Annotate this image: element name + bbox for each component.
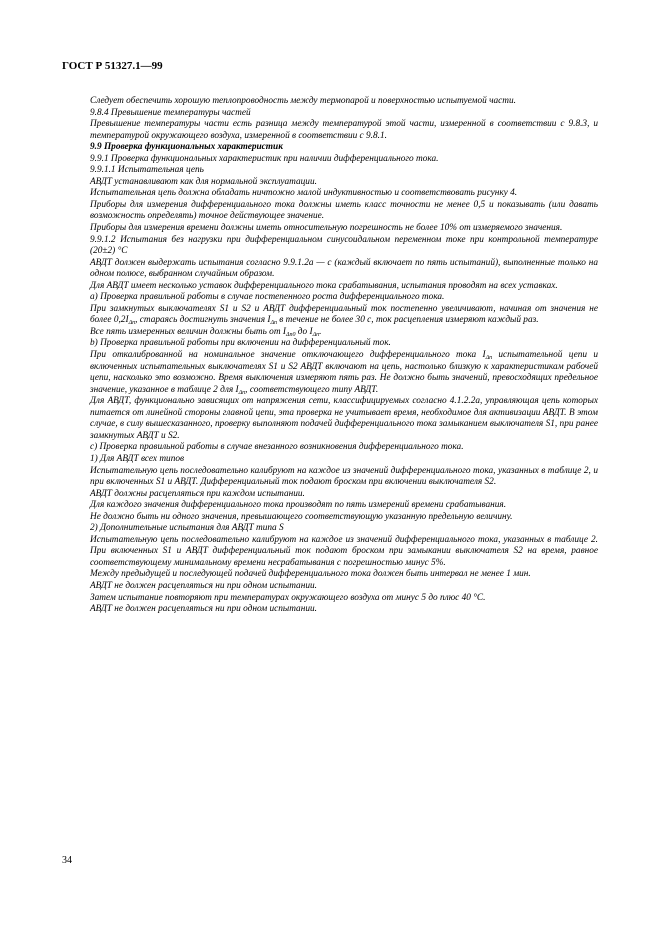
paragraph-text: Приборы для измерения дифференциального тока должны иметь класс точности не менее 0,5 и показывать (или давать возможность определять) точное действующее значение. [90,199,598,222]
paragraph-text: . [319,326,322,337]
paragraph [90,500,598,512]
paragraph-text: испытательной цепи и включенных испытательных выключателях S1 и S2 АВДТ включают на цепь, настолько близкую к характеристикам рабочей цепи, насколько это возможно. Время выключения измеряют пять раз. Не должно быть значений, превосходящих предельное значение, указанное в таблице 2 для I [90,350,598,395]
page-body [90,96,598,616]
subscript: Δn [312,331,320,338]
paragraph-text: Испытательную цепь последовательно калибруют на каждое из значений дифференциального тока, указанных в таблице 2, и при включенных S1 и АВДТ. Дифференциальный ток подают броском при включении выключателя S2. [90,465,598,488]
paragraph [90,569,598,581]
paragraph [90,454,598,466]
subscript: Δn [270,320,277,327]
paragraph [90,396,598,442]
paragraph-text: 1) Для АВДТ всех типов [90,453,185,464]
paragraph-text: 9.9.1 Проверка функциональных характеристик при наличии дифференциального тока. [90,153,439,164]
paragraph [90,489,598,501]
paragraph-text: При откалиброванной на номинальное значение отключающего дифференциального тока I [90,350,486,361]
subscript: Δn0 [285,331,296,338]
subscript: Δn [128,320,136,327]
paragraph [90,535,598,570]
paragraph-text: Превышение температуры части есть разница между температурой этой части, измеренной в соответствии с 9.8.3, и температурой окружающего воздуха, измеренной в соответствии с 9.8.1. [90,119,598,141]
paragraph [90,188,598,200]
paragraph-text: 2) Дополнительные испытания для АВДТ типа S [90,523,284,534]
paragraph-text: Затем испытание повторяют при температурах окружающего воздуха от минус 5 до плюс 40 °С. [90,592,486,603]
paragraph-text: При замкнутых выключателях S1 и S2 и АВДТ дифференциальный ток постепенно увеличивают, начиная от значения не более 0,2I [90,303,598,326]
paragraph [90,523,598,535]
paragraph [90,593,598,605]
paragraph-text: АВДТ устанавливают как для нормальной эксплуатации. [90,176,317,187]
paragraph-text: 9.9.1.2 Испытания без нагрузки при дифференциальном синусоидальном переменном токе при контрольной температуре (20±2) °С [90,234,598,257]
paragraph-text: Испытательная цепь должна обладать ничтожно малой индуктивностью и соответствовать рисунку 4. [90,188,518,199]
paragraph-text: 9.9 Проверка функциональных характеристик [90,142,283,153]
paragraph-text: с) Проверка правильной работы в случае внезанного возникновения дифференциального тока. [90,442,464,453]
paragraph [90,327,598,339]
paragraph-text: Между предыдущей и последующей подачей дифференциального тока должен быть интервал не менее 1 мин. [90,569,531,580]
paragraph-text: Испытательную цепь последовательно калибруют на каждое из значений дифференциального тока, указанных в таблице 2. При включенных S1 и АВДТ дифференциальный ток подают броском при замыкании выключателя S2 на время, равное соответствующему минимальному времени несрабатывания с погрешностью минус 5%. [90,534,598,568]
document-header: ГОСТ Р 51327.1—99 [62,60,163,72]
paragraph-text: 9.9.1.1 Испытательная цепь [90,165,204,176]
paragraph [90,258,598,281]
paragraph [90,350,598,396]
paragraph [90,200,598,223]
paragraph [90,338,598,350]
subscript: Δn [238,389,246,396]
paragraph-text: Следует обеспечить хорошую теплопроводность между термопарой и поверхностью испытуемой части. [90,96,516,106]
paragraph [90,108,598,120]
paragraph [90,512,598,524]
paragraph [90,154,598,166]
paragraph-text: в течение не более 30 с, ток расцепления измеряют каждый раз. [276,315,539,326]
paragraph [90,604,598,616]
paragraph-text: 9.8.4 Превышение температуры частей [90,107,251,118]
paragraph-text: АВДТ должен выдержать испытания согласно 9.9.1.2а — с (каждый включает по пять испытаний), выполненные только на одном полюсе, выбранном случайным образом. [90,257,598,280]
paragraph [90,292,598,304]
paragraph [90,96,598,108]
paragraph [90,235,598,258]
paragraph-text: Все пять измеренных величин должны быть от I [90,326,286,337]
paragraph-text: АВДТ не должен расцепляться ни при одном испытании. [90,580,317,591]
paragraph-text: Не должно быть ни одного значения, превышающего соответствующую указанную предельную величину. [90,511,513,522]
paragraph-text: АВДТ не должен расцепляться ни при одном испытании. [90,604,317,615]
paragraph [90,223,598,235]
paragraph-text: b) Проверка правильной работы при включении на дифференциальный ток. [90,338,391,349]
paragraph [90,281,598,293]
paragraph [90,119,598,142]
paragraph [90,165,598,177]
paragraph-text: а) Проверка правильной работы в случае постепенного роста дифференциального тока. [90,292,445,303]
paragraph-text: Для каждого значения дифференциального тока производят по пять измерений времени срабатывания. [90,500,507,511]
paragraph-text: Приборы для измерения времени должны иметь относительную погрешность не более 10% от измеряемого значения. [90,223,563,234]
paragraph-text: , соответствующего типу АВДТ. [245,384,379,395]
subscript: Δn [485,355,493,362]
paragraph-text: до I [295,326,313,337]
paragraph [90,177,598,189]
paragraph [90,581,598,593]
page-number: 34 [62,855,72,866]
paragraph [90,466,598,489]
paragraph-text: АВДТ должны расцепляться при каждом испытании. [90,488,305,499]
paragraph [90,442,598,454]
paragraph-text: Для АВДТ имеет несколько уставок дифференциального тока срабатывания, испытания проводят на всех уставках. [90,280,558,291]
section-heading [90,142,598,154]
paragraph-text: , стараясь достигнуть значения I [135,315,271,326]
paragraph [90,304,598,327]
paragraph-text: Для АВДТ, функционально зависящих от напряжения сети, классифицируемых согласно 4.1.2.2а, управляющая цепь которых питается от линейной стороны главной цепи, эта проверка не учитывает время, необходимое для активизации АВДТ. В этом случае, в силу вышесказанного, проверку выполняют подачей дифференциального тока замыканием выключателя S1, при ранее замкнутых АВДТ и S2. [90,396,598,441]
